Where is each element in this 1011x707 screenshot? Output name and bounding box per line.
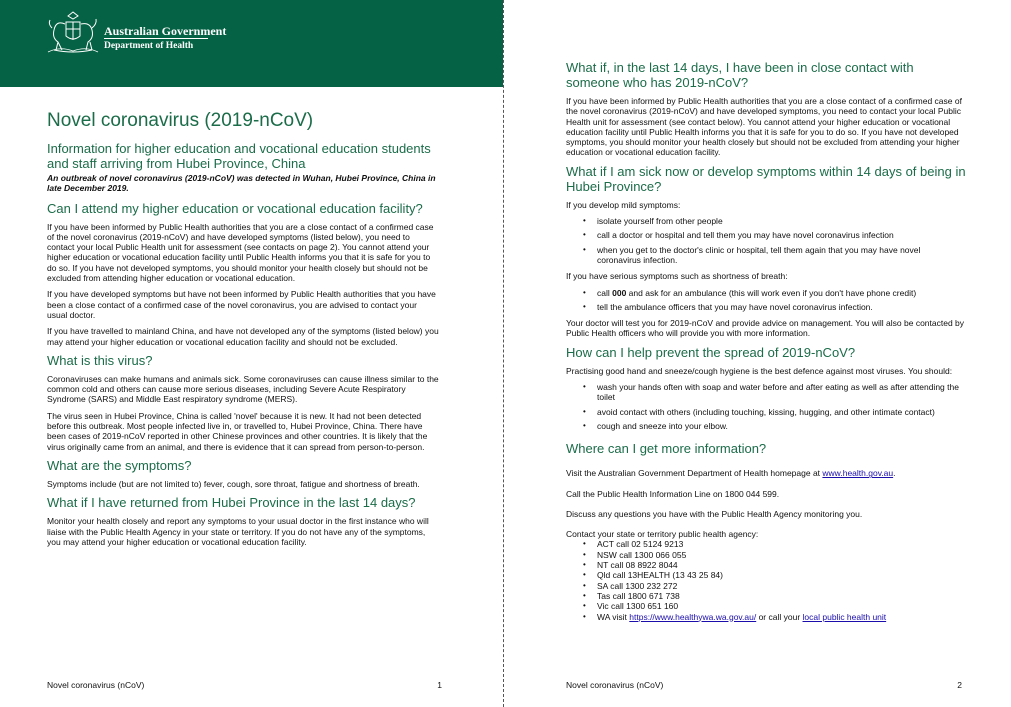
footer-label: Novel coronavirus (nCoV)	[566, 680, 664, 690]
paragraph	[566, 468, 966, 478]
list-item: • SA call 1300 232 272	[566, 581, 966, 591]
paragraph-text: .	[893, 468, 896, 479]
document-subtitle: Information for higher education and vocational education students and staff arriving from Hubei Province, China	[47, 141, 431, 171]
list-item: • isolate yourself from other people	[566, 216, 966, 226]
paragraph: If you develop mild symptoms:	[566, 199, 681, 210]
paragraph: Coronaviruses can make humans and animals sick. Some coronaviruses can cause illness similar to the common cold and others can cause more serious diseases, including Severe Acute Respiratory Syndrome (SARS) and Middle East respiratory syndrome (MERS).	[47, 373, 439, 405]
intro-text: An outbreak of novel coronavirus (2019-nCoV) was detected in Wuhan, Hubei Province, China in late December 2019.	[47, 173, 436, 194]
list-item: • cough and sneeze into your elbow.	[566, 421, 966, 431]
list-item: • wash your hands often with soap and water before and after eating as well as after attending the toilet	[566, 382, 966, 403]
local-health-unit-link[interactable]: local public health unit	[802, 611, 887, 622]
document-page-1	[0, 0, 503, 707]
page-footer	[566, 680, 962, 690]
paragraph: Your doctor will test you for 2019-nCoV and provide advice on management. You will also be contacted by Public Health officers who will provide you with more information.	[566, 318, 965, 339]
list-item: • Vic call 1300 651 160	[566, 601, 966, 611]
section-heading-returned: What if I have returned from Hubei Province in the last 14 days?	[47, 495, 416, 511]
mild-symptoms-list	[566, 216, 966, 265]
prevention-list	[566, 382, 966, 431]
list-item: • avoid contact with others (including touching, kissing, hugging, and other intimate contact)	[566, 407, 966, 417]
section-heading-info: Where can I get more information?	[566, 441, 767, 457]
paragraph-text: Visit the Australian Government Department of Health homepage at	[566, 468, 823, 479]
healthywa-link[interactable]: https://www.healthywa.wa.gov.au/	[629, 611, 757, 622]
footer-label: Novel coronavirus (nCoV)	[47, 680, 145, 690]
header-divider	[104, 38, 208, 39]
paragraph: The virus seen in Hubei Province, China is called 'novel' because it is new. It had not been detected before this outbreak. Most people infected live in, or travelled to, Hubei Province, China. There have been cases of 2019-nCoV reported in other Chinese provinces and other countries. It is likely that the virus originally came from an animal, and there is evidence that it can spread from person-to-person.	[47, 410, 428, 452]
page-divider	[503, 0, 504, 707]
contacts-list	[566, 539, 966, 621]
paragraph: If you have developed symptoms but have not been informed by Public Health authorities that you have been a close contact of a confirmed case of the novel coronavirus, you are advised to contact your usual doctor.	[47, 289, 436, 320]
page-number: 1	[437, 680, 442, 690]
list-item-text: or call your	[756, 611, 803, 622]
page-number: 2	[957, 680, 962, 690]
list-item: • Tas call 1800 671 738	[566, 591, 966, 601]
page-2-content	[566, 60, 966, 628]
paragraph: Practising good hand and sneeze/cough hygiene is the best defence against most viruses. You should:	[566, 365, 953, 376]
page-footer	[47, 680, 442, 690]
list-item: • Qld call 13HEALTH (13 43 25 84)	[566, 570, 966, 580]
section-heading-symptoms: What are the symptoms?	[47, 457, 192, 473]
health-website-link[interactable]: www.health.gov.au	[822, 468, 894, 479]
paragraph: If you have serious symptoms such as shortness of breath:	[566, 271, 788, 282]
document-page-2	[506, 0, 1011, 707]
section-heading-attend: Can I attend my higher education or vocational education facility?	[47, 200, 423, 216]
list-item: • ACT call 02 5124 9213	[566, 539, 966, 549]
list-item-text: and ask for an ambulance (this will work even if you don't have phone credit)	[626, 287, 917, 298]
document-title: Novel coronavirus (2019-nCoV)	[47, 110, 314, 131]
list-item: • call a doctor or hospital and tell them you may have novel coronavirus infection	[566, 230, 966, 240]
list-item: • tell the ambulance officers that you may have novel coronavirus infection.	[566, 302, 966, 312]
coat-of-arms-icon	[44, 10, 102, 54]
paragraph: If you have travelled to mainland China, and have not developed any of the symptoms (listed below) you may attend your higher education or vocational education facility and should not be excluded.	[47, 326, 439, 347]
list-item: • when you get to the doctor's clinic or hospital, tell them again that you may have novel coronavirus infection.	[566, 245, 966, 266]
list-item: • NT call 08 8922 8044	[566, 560, 966, 570]
paragraph: Contact your state or territory public health agency:	[566, 529, 759, 540]
page-1-content	[47, 109, 439, 553]
paragraph: Monitor your health closely and report any symptoms to your usual doctor in the first instance who will liaise with the Public Health Agency in your state or territory. If you do not have any of the symptoms, you may attend your higher education or vocational education facility.	[47, 516, 429, 547]
list-item-text: call	[597, 287, 613, 298]
paragraph: If you have been informed by Public Health authorities that you are a close contact of a confirmed case of the novel coronavirus (2019-nCoV) and have developed symptoms, you need to contact your local Public Health unit for assessment (see contact below). You cannot attend your higher education or vocational education facility until Public Health informs you that it is safe for you to do so. If you have not developed symptoms, you should monitor your health closely but should not be excluded from attending your higher education or vocational education facility.	[566, 96, 962, 158]
paragraph: Discuss any questions you have with the Public Health Agency monitoring you.	[566, 508, 863, 519]
department-name: Department of Health	[104, 41, 194, 51]
section-heading-virus: What is this virus?	[47, 352, 153, 368]
serious-symptoms-list	[566, 288, 966, 313]
list-item	[566, 288, 966, 298]
government-name: Australian Government	[104, 24, 227, 38]
section-heading-prevent: How can I help prevent the spread of 2019-nCoV?	[566, 344, 856, 360]
list-item	[566, 612, 966, 622]
emergency-number: 000	[612, 287, 627, 298]
list-item-text: WA visit	[597, 611, 630, 622]
section-heading-sick: What if I am sick now or develop symptoms within 14 days of being in Hubei Province?	[566, 163, 966, 194]
government-banner	[0, 0, 503, 87]
paragraph: Call the Public Health Information Line on 1800 044 599.	[566, 488, 780, 499]
paragraph: Symptoms include (but are not limited to) fever, cough, sore throat, fatigue and shortness of breath.	[47, 478, 420, 489]
paragraph: If you have been informed by Public Health authorities that you are a close contact of a confirmed case of the novel coronavirus (2019-nCoV) and have developed symptoms (listed below), you need to contact your local Public Health unit for assessment (see contacts on page 2). You cannot attend your higher education or vocational education facility until Public Health informs you that it is safe for you to do so. If you have not developed symptoms, you should monitor your health closely but should not be excluded from attending higher education or vocational education.	[47, 221, 434, 284]
section-heading-close-contact: What if, in the last 14 days, I have been in close contact with someone who has 2019-nCoV?	[566, 60, 914, 90]
list-item: • NSW call 1300 066 055	[566, 550, 966, 560]
